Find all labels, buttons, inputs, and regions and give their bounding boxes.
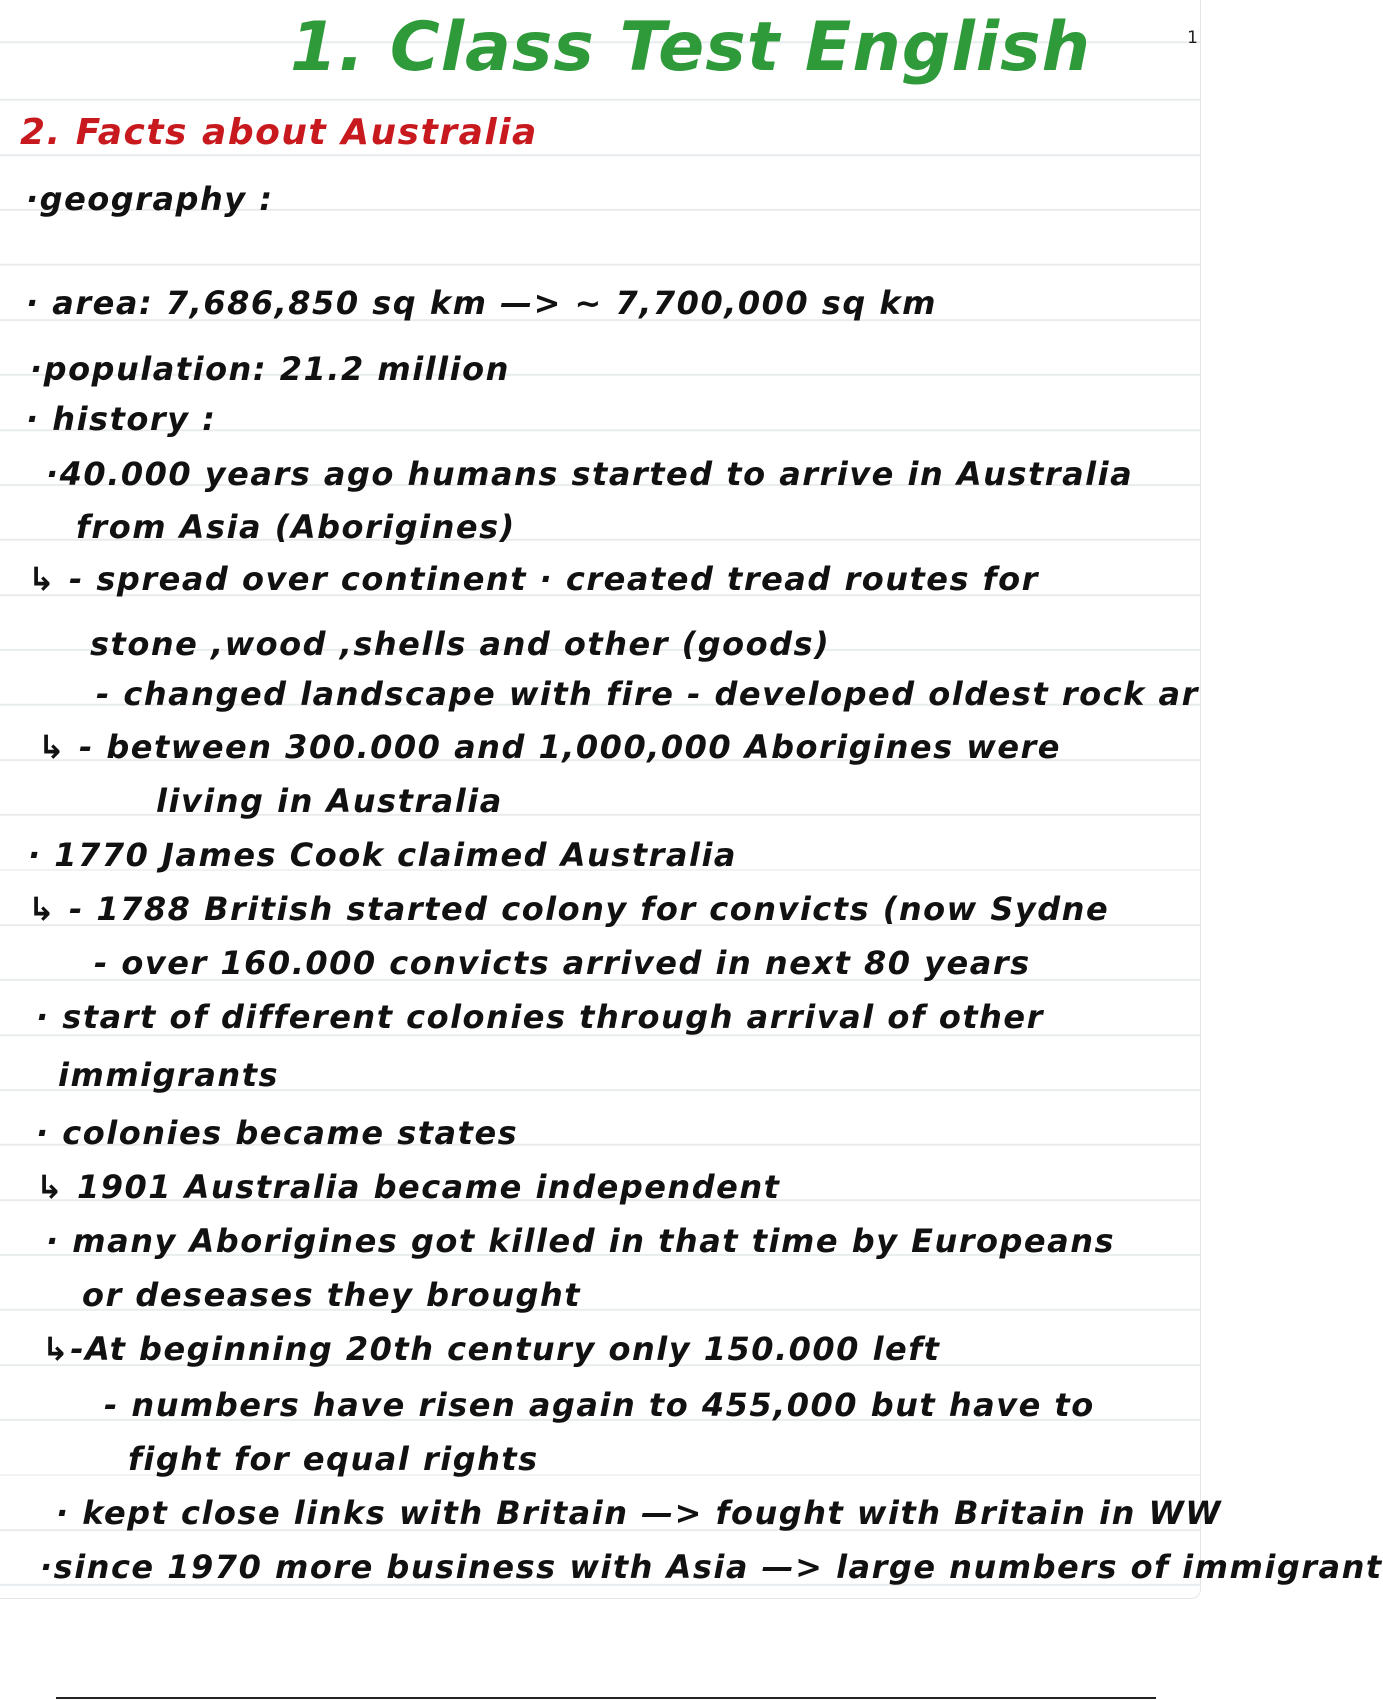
- note-line: living in Australia: [156, 782, 503, 820]
- bottom-divider: [56, 1697, 1156, 1699]
- note-line: · kept close links with Britain —> fought with Britain in WW: [56, 1494, 1223, 1532]
- note-line: ↳ - spread over continent · created tread routes for: [28, 560, 1039, 598]
- note-line: - numbers have risen again to 455,000 but have to: [104, 1386, 1095, 1424]
- section-heading: 2. Facts about Australia: [20, 112, 538, 153]
- note-line: ·40.000 years ago humans started to arrive in Australia: [46, 455, 1134, 493]
- note-line: ·population: 21.2 million: [30, 350, 510, 388]
- note-line: ·since 1970 more business with Asia —> large numbers of immigrant: [40, 1548, 1383, 1586]
- note-line: · 1770 James Cook claimed Australia: [28, 836, 737, 874]
- page-title: 1. Class Test English: [290, 8, 1091, 87]
- note-line: stone ,wood ,shells and other (goods): [90, 625, 831, 663]
- note-line: · start of different colonies through arrival of other: [36, 998, 1044, 1036]
- note-line: ↳ 1901 Australia became independent: [36, 1168, 781, 1206]
- note-line: - changed landscape with fire - developed oldest rock ar: [96, 675, 1199, 713]
- note-line: ↳ - between 300.000 and 1,000,000 Aborigines were: [38, 728, 1061, 766]
- note-line: · area: 7,686,850 sq km —> ~ 7,700,000 sq km: [26, 284, 938, 322]
- note-line: from Asia (Aborigines): [76, 508, 516, 546]
- note-line: - over 160.000 convicts arrived in next 80 years: [94, 944, 1031, 982]
- note-line: · many Aborigines got killed in that time by Europeans: [46, 1222, 1116, 1260]
- note-line: · history :: [26, 400, 217, 438]
- note-line: ↳-At beginning 20th century only 150.000 left: [42, 1330, 941, 1368]
- page-number: 1: [1187, 28, 1198, 48]
- note-line: ↳ - 1788 British started colony for convicts (now Sydne: [28, 890, 1110, 928]
- note-line: · colonies became states: [36, 1114, 519, 1152]
- note-line: or deseases they brought: [82, 1276, 582, 1314]
- note-line: fight for equal rights: [128, 1440, 539, 1478]
- note-line: immigrants: [58, 1056, 280, 1094]
- note-line: ·geography :: [26, 180, 274, 218]
